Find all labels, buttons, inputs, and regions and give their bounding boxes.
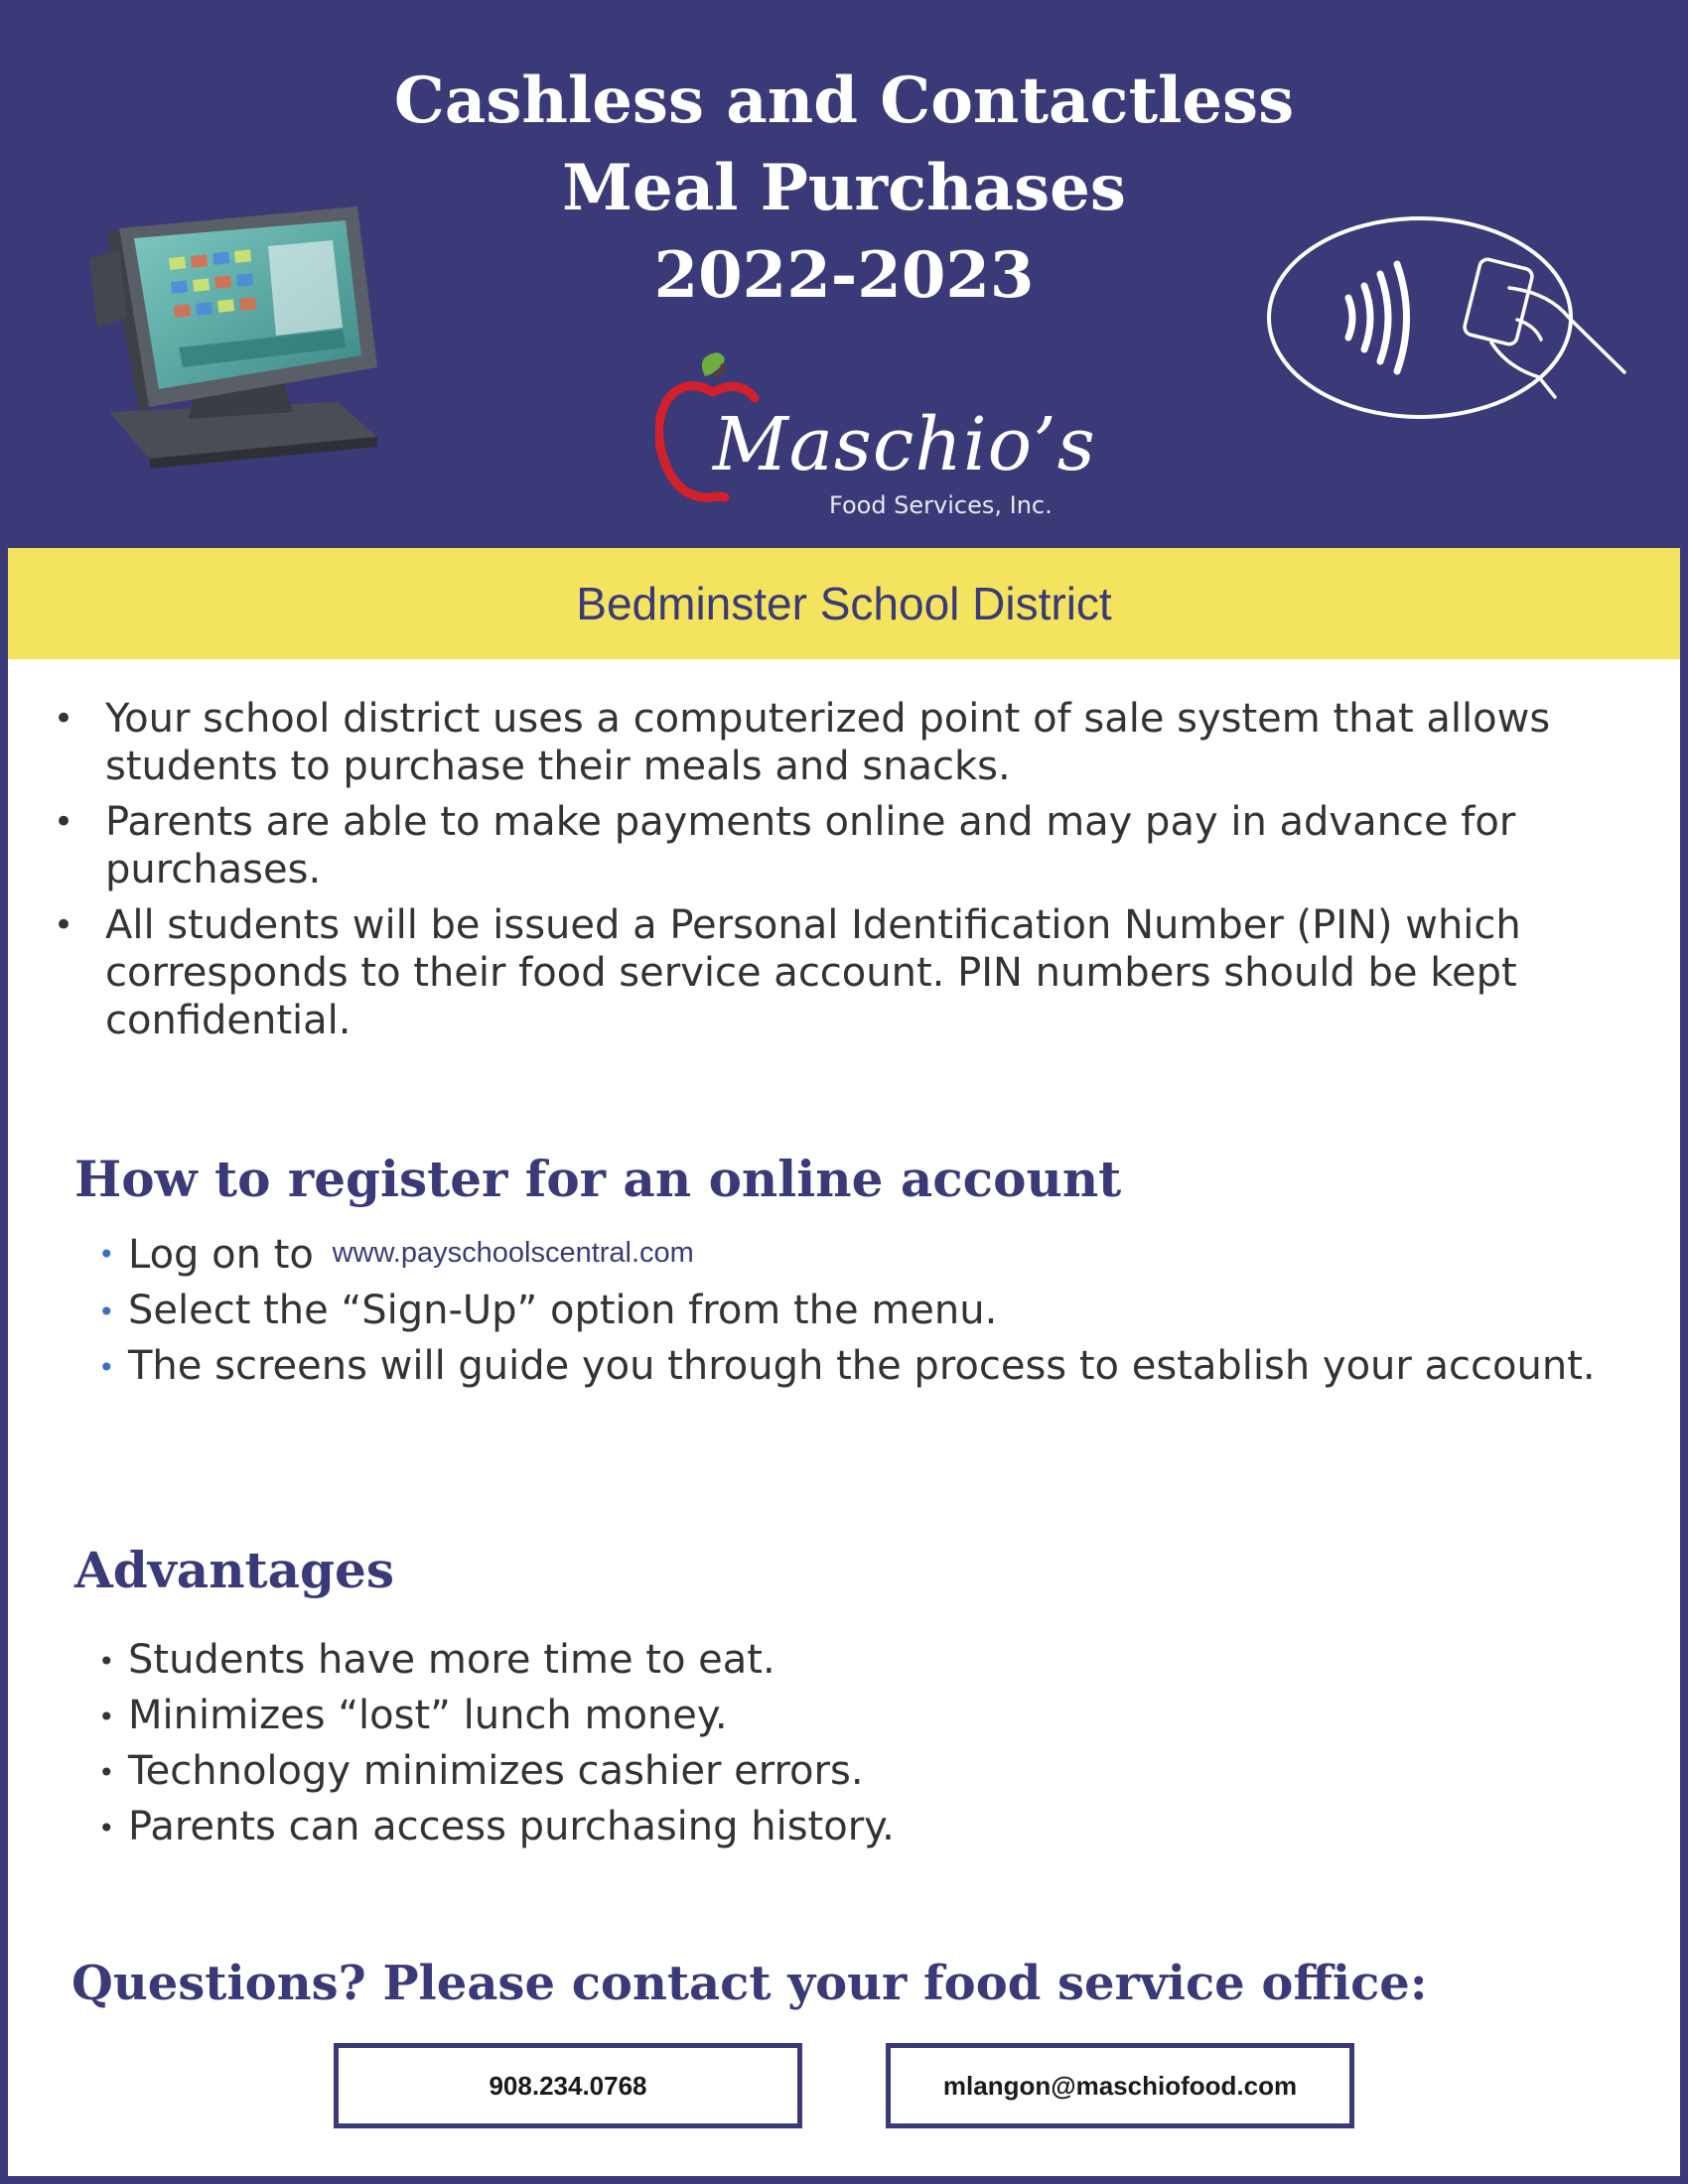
title-line-1: Cashless and Contactless [393,64,1295,138]
logo-name: Maschio’s [713,402,1096,487]
list-item: • Minimizes “lost” lunch money. [94,1692,1614,1739]
contact-heading: Questions? Please contact your food service office: [71,1956,1428,2011]
register-heading: How to register for an online account [74,1150,1122,1208]
list-item: • Technology minimizes cashier errors. [94,1747,1614,1795]
list-item: • All students will be issued a Personal Identification Number (PIN) which corresponds to their food service account. PIN numbers should be kept confidential. [50,901,1618,1044]
list-item: • Select the “Sign-Up” option from the menu. [94,1287,1614,1334]
list-item: • Students have more time to eat. [94,1636,1614,1684]
list-item: • Your school district uses a computerized point of sale system that allows students to purchase their meals and snacks. [50,695,1618,790]
advantages-heading: Advantages [74,1541,394,1599]
logo-subtitle: Food Services, Inc. [829,491,1053,519]
log-on-label: Log on to [128,1232,314,1278]
title-line-3: 2022-2023 [653,238,1035,313]
email-address[interactable]: mlangon@maschiofood.com [942,2070,1298,2101]
list-item: • Parents are able to make payments online and may pay in advance for purchases. [50,798,1618,893]
list-item: • The screens will guide you through the process to establish your account. [94,1342,1614,1390]
title-line-2: Meal Purchases [562,151,1126,225]
district-name: Bedminster School District [576,578,1112,629]
list-item: • Parents can access purchasing history. [94,1803,1614,1850]
website-link[interactable]: www.payschoolscentral.com [332,1237,694,1269]
phone-number[interactable]: 908.234.0768 [489,2070,647,2101]
